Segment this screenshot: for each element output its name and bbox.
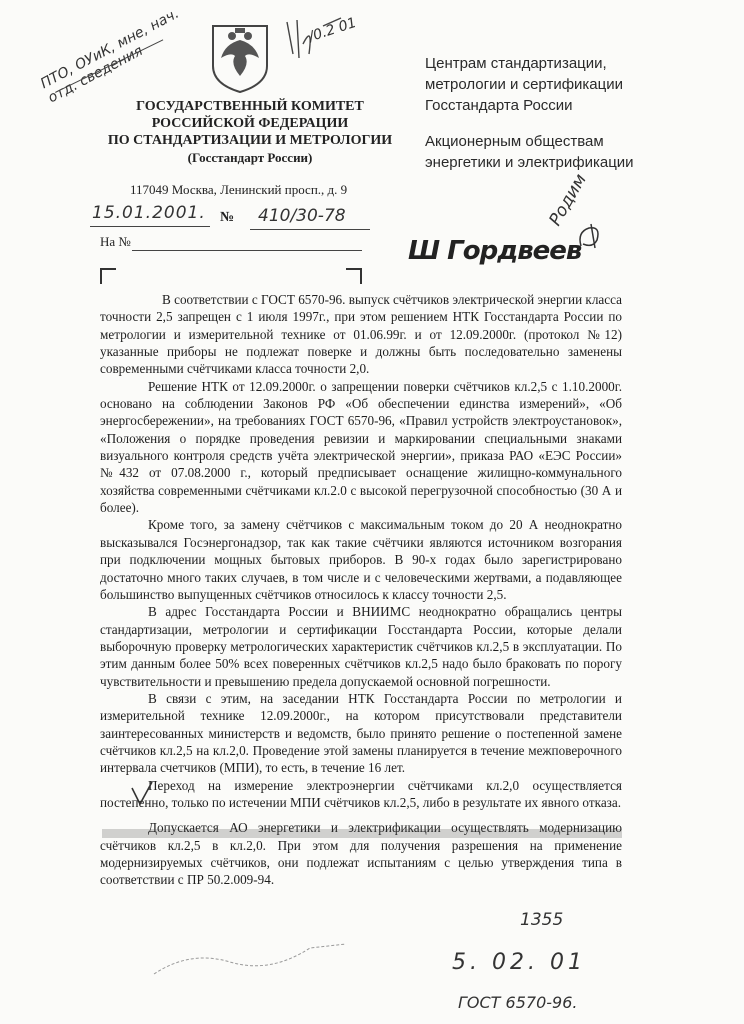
sender-name-2: РОССИЙСКОЙ ФЕДЕРАЦИИ — [151, 116, 349, 131]
paragraph-2: Решение НТК от 12.09.2000г. о запрещении поверки счётчиков кл.2,5 с 1.10.2000г. основано на соблюдении Законов РФ «Об обеспечении единства измерений», «Об энергосбережении», на требованиях ГОСТ 6570-96, «Правил устройств электроустановок», «Положения о порядке проведения ревизии и маркировании специальными знаками визуального контроля средств учёта электрической энергии», приказа РАО «ЕЭС России» №432 от 07.08.2000 г., который предписывает оснащение жилищно-коммунального хозяйства современными счётчиками кл.2.0 с высокой перегрузочной способностью (30 А и более). — [100, 378, 622, 516]
document-number: 410/30-78 — [258, 206, 346, 226]
signature: Ш Гордвеев — [408, 236, 582, 266]
resolution-signature: Родим — [545, 170, 591, 230]
footer-note: ГОСТ 6570-96. — [458, 993, 578, 1012]
registration-number: 1355 — [520, 910, 564, 930]
date-line — [90, 226, 210, 227]
number-line — [250, 229, 370, 230]
addressee-2-line-2: энергетики и электрификации — [425, 154, 634, 171]
number-label: № — [220, 210, 235, 225]
document-date: 15.01.2001. — [92, 203, 206, 223]
paragraph-7: Допускается АО энергетики и электрификации осуществлять модернизацию счётчиков кл.2,5 в кл.2,0. При этом для получения разрешения на применение модернизируемых счётчиков, они подлежат испытаниям с целью утверждения типа в соответствии с ПР 50.2.009-94. — [100, 820, 622, 888]
paragraph-6: Переход на измерение электроэнергии счётчиками кл.2,0 осуществляется постепенно, только по истечении МПИ счётчиков кл.2,5, либо в результате их явного отказа. — [100, 777, 622, 810]
pencil-scribble — [150, 940, 350, 985]
ref-label: На № — [100, 234, 131, 249]
check-mark — [130, 780, 154, 813]
letter-body — [100, 291, 622, 889]
paragraph-5: В связи с этим, на заседании НТК Госстандарта России по метрологии и измерительной технике 12.09.2000г., на котором присутствовали представители заинтересованных министерств и ведомств, было принято решение о постепенной замене счётчиков кл.2,5 на кл.2,0. Проведение этой замены планируется в течение межповерочного интервала счетчиков (МПИ), то есть, в течение 16 лет. — [100, 690, 622, 776]
bracket-left — [100, 268, 116, 284]
paragraph-4: В адрес Госстандарта России и ВНИИМС неоднократно обращались центры стандартизации, метрологии и сертификации Госстандарта России, которые делали выборочную проверку метрологических характеристик счётчиков кл.2,5 в эксплуатации. По этим данным более 50% всех поверенных счётчиков кл.2,5 надо было браковать по порогу чувствительности и превышению предела допускаемой основной погрешности. — [100, 604, 622, 689]
top-signature-note: /0.2 01 — [306, 14, 359, 46]
state-emblem — [205, 14, 275, 99]
sender-name-3: ПО СТАНДАРТИЗАЦИИ И МЕТРОЛОГИИ — [107, 133, 393, 148]
addressee-1-line-3: Госстандарта России — [425, 97, 573, 114]
ref-line — [132, 250, 362, 251]
sender-name-4: (Госстандарт России) — [187, 150, 313, 165]
paragraph-3: Кроме того, за замену счётчиков с максимальным током до 20 А неоднократно высказывался Госэнергонадзор, так как такие счётчики являются источником возгорания при подключении мощных бытовых приборов. В 90-х годах было зарегистрировано достаточно много таких случаев, в том числе и с человеческими жертвами, а подавляющее большинство выпущенных счётчиков относилось к классу точности 2,5. — [100, 517, 622, 602]
sender-address: 117049 Москва, Ленинский просп., д. 9 — [130, 182, 348, 197]
addressee-2-line-1: Акционерным обществам — [425, 133, 604, 150]
handwritten-note: ПТО, ОУиК, мне, нач. отд. сведения — [38, 5, 182, 107]
pencil-highlight — [102, 829, 622, 838]
paragraph-1: В соответствии с ГОСТ 6570-96. выпуск счётчиков электрической энергии класса точности 2,5 запрещен с 1 июля 1997г., при этом решением НТК Госстандарта России по метрологии и измерительной технике от 01.06.99г. и от 12.09.2000г. (протокол №12) указанные приборы не подлежат поверке и должны быть последовательно заменены современными счётчиками класса точности 2,0. — [100, 292, 622, 377]
addressee-1-line-1: Центрам стандартизации, — [425, 55, 607, 72]
bracket-right — [346, 268, 362, 284]
addressee-1-line-2: метрологии и сертификации — [425, 76, 623, 93]
sender-name-1: ГОСУДАРСТВЕННЫЙ КОМИТЕТ — [136, 99, 364, 114]
registration-date: 5. 02. 01 — [452, 950, 586, 975]
